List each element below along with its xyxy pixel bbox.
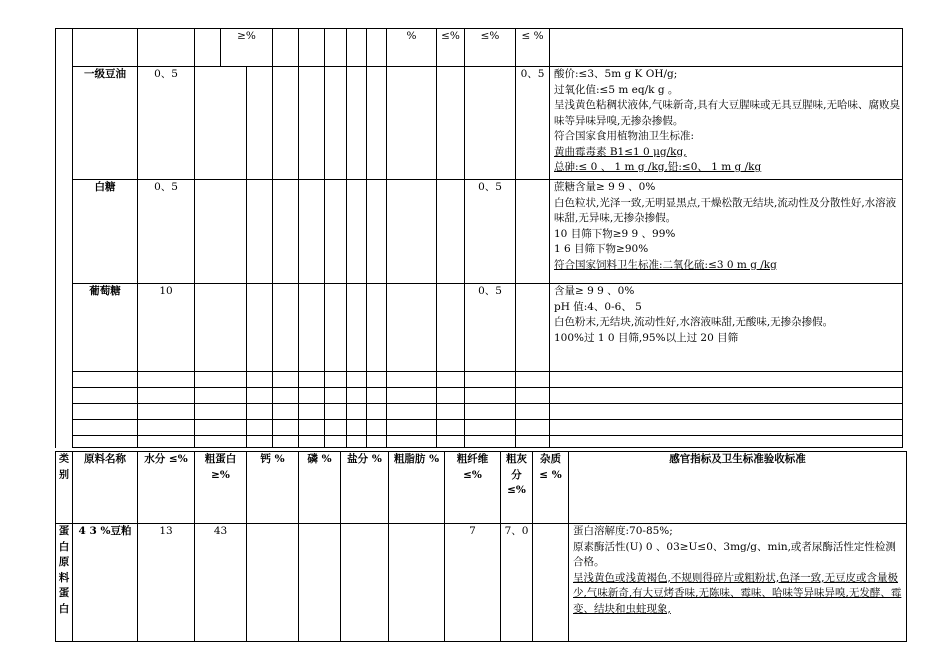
fiber-unit: ≤% [437, 29, 465, 67]
impurity-value [516, 180, 550, 284]
table-row [56, 180, 903, 284]
ash-value: 0、5 [465, 284, 516, 372]
header-protein: 粗蛋白 ≥% [195, 452, 247, 524]
protein-value: 43 [195, 524, 247, 642]
header-phosphorus: 磷 % [299, 452, 341, 524]
header-fiber: 粗纤维 ≤% [445, 452, 501, 524]
impurity-value: 0、5 [516, 67, 550, 180]
empty-row [56, 404, 903, 420]
fiber-value: 7 [445, 524, 501, 642]
standards-cell: 蛋白溶解度:70-85%; 原素酶活性(U) 0 、03≥U≤0、3mg/g、min,或者尿酶活性定性检测合格。 呈浅黄色或浅黄褐色,不规则得碎片或粗粉状,色泽一致,无豆皮或含量极少,气味新奇,有大豆烤香味,无陈味、霉味、哈味等异味异嗅,无发酵、霉变、结块和虫蛀现象, [569, 524, 907, 642]
ash-value: 7、0 [501, 524, 533, 642]
empty-row [56, 436, 903, 448]
protein-unit: ≥% [221, 29, 273, 67]
table-row [56, 284, 903, 372]
header-impurity: 杂质 ≤ % [533, 452, 569, 524]
category-cell-top [56, 29, 73, 448]
feed-standards-table [55, 28, 903, 448]
category-cell: 蛋白原料蛋白 [56, 524, 73, 642]
standards-cell: 含量≥ 9 9 、0% pH 值:4、0-6、 5 白色粉末,无结块,流动性好,水溶液味甜,无酸味,无掺杂掺假。 100%过 1 0 目筛,95%以上过 20 目筛 [550, 284, 903, 372]
material-name: 葡萄糖 [73, 284, 138, 372]
ash-unit: ≤% [465, 29, 516, 67]
fat-unit: % [387, 29, 437, 67]
units-row [56, 29, 903, 67]
empty-row [56, 388, 903, 404]
material-name: 一级豆油 [73, 67, 138, 180]
table-row [56, 67, 903, 180]
impurity-value [516, 284, 550, 372]
feed-standards-table-header [55, 451, 907, 642]
header-salt: 盐分 % [341, 452, 389, 524]
header-ash: 粗灰分 ≤% [501, 452, 533, 524]
table-row [56, 524, 907, 642]
empty-row [56, 372, 903, 388]
moisture-value: 0、5 [138, 180, 195, 284]
moisture-value: 10 [138, 284, 195, 372]
moisture-value: 0、5 [138, 67, 195, 180]
moisture-value: 13 [138, 524, 195, 642]
header-calcium: 钙 % [247, 452, 299, 524]
material-name: 4 3 %豆粕 [73, 524, 138, 642]
material-name: 白糖 [73, 180, 138, 284]
empty-row [56, 420, 903, 436]
header-moisture: 水分 ≤% [138, 452, 195, 524]
header-material: 原料名称 [73, 452, 138, 524]
ash-value: 0、5 [465, 180, 516, 284]
standards-cell: 蔗糖含量≥ 9 9 、0% 白色粒状,光泽一致,无明显黑点,干燥松散无结块,流动性及分散性好,水溶液味甜,无异味,无掺杂掺假。 10 目筛下物≥9 9 、99% 1 6 目筛下物≥90% 符合国家饲料卫生标准:二氧化硫:≤3 0 m g /kg [550, 180, 903, 284]
header-fat: 粗脂肪 % [389, 452, 445, 524]
ash-value [465, 67, 516, 180]
header-category: 类别 [56, 452, 73, 524]
header-standards: 感官指标及卫生标准验收标准 [569, 452, 907, 524]
standards-cell: 酸价:≤3、5m g K OH/g; 过氧化值:≤5 m eq/k g 。 呈浅黄色粘稠状液体,气味新奇,具有大豆腥味或无具豆腥味,无哈味、腐败臭味等异味异嗅,无掺杂掺假。 符合国家食用植物油卫生标准: 黄曲霉毒素 B1≤1 0 μg/kg, 总砷:≤ 0 、 1 m g /kg,铅:≤0、 1 m g /kg [550, 67, 903, 180]
impurity-unit: ≤ % [516, 29, 550, 67]
header-row [56, 452, 907, 524]
